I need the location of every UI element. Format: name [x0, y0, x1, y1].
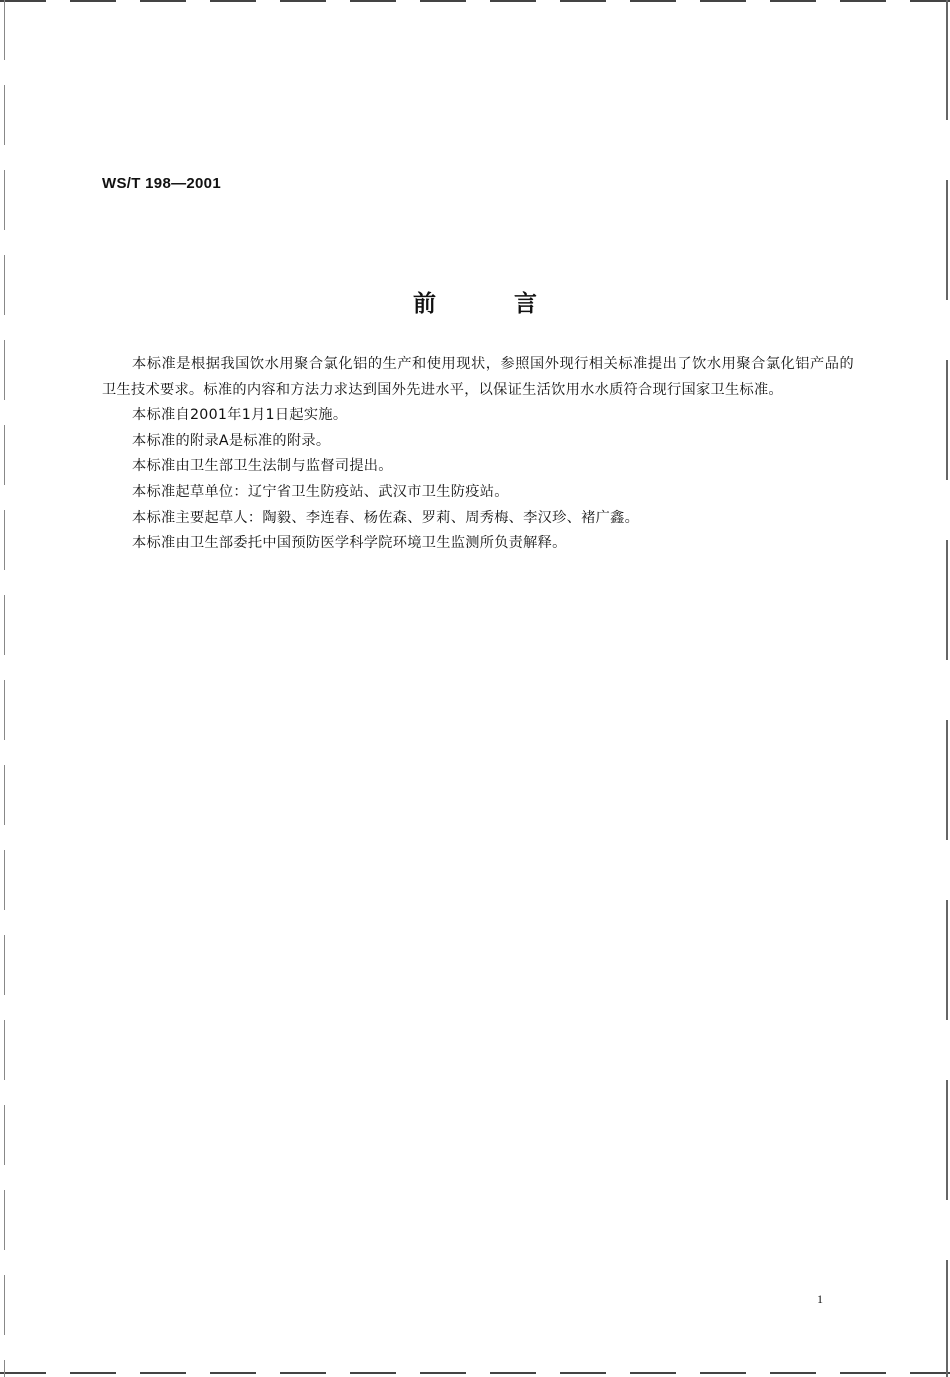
scan-edge-top [0, 0, 950, 2]
scan-edge-left [4, 0, 5, 1377]
paragraph-interpretation: 本标准由卫生部委托中国预防医学科学院环境卫生监测所负责解释。 [132, 535, 567, 552]
document-body [102, 352, 854, 557]
paragraph-drafting-units: 本标准起草单位：辽宁省卫生防疫站、武汉市卫生防疫站。 [132, 483, 509, 500]
paragraph-proposer: 本标准由卫生部卫生法制与监督司提出。 [132, 458, 393, 475]
page-number: 1 [817, 1292, 823, 1306]
scan-edge-right [946, 0, 948, 1377]
scan-edge-bottom [0, 1372, 950, 1374]
document-code: WS/T 198—2001 [102, 175, 221, 192]
paragraph-drafters: 本标准主要起草人：陶毅、李连春、杨佐森、罗莉、周秀梅、李汉珍、褚广鑫。 [132, 509, 640, 526]
paragraph-effective-date: 本标准自2001年1月1日起实施。 [132, 407, 348, 424]
paragraph-appendix: 本标准的附录A是标准的附录。 [132, 432, 331, 449]
page-title: 前言 [413, 291, 615, 317]
paragraph-basis: 本标准是根据我国饮水用聚合氯化铝的生产和使用现状，参照国外现行相关标准提出了饮水用聚合氯化铝产品的卫生技术要求。标准的内容和方法力求达到国外先进水平，以保证生活饮用水水质符合现行国家卫生标准。 [102, 356, 854, 398]
